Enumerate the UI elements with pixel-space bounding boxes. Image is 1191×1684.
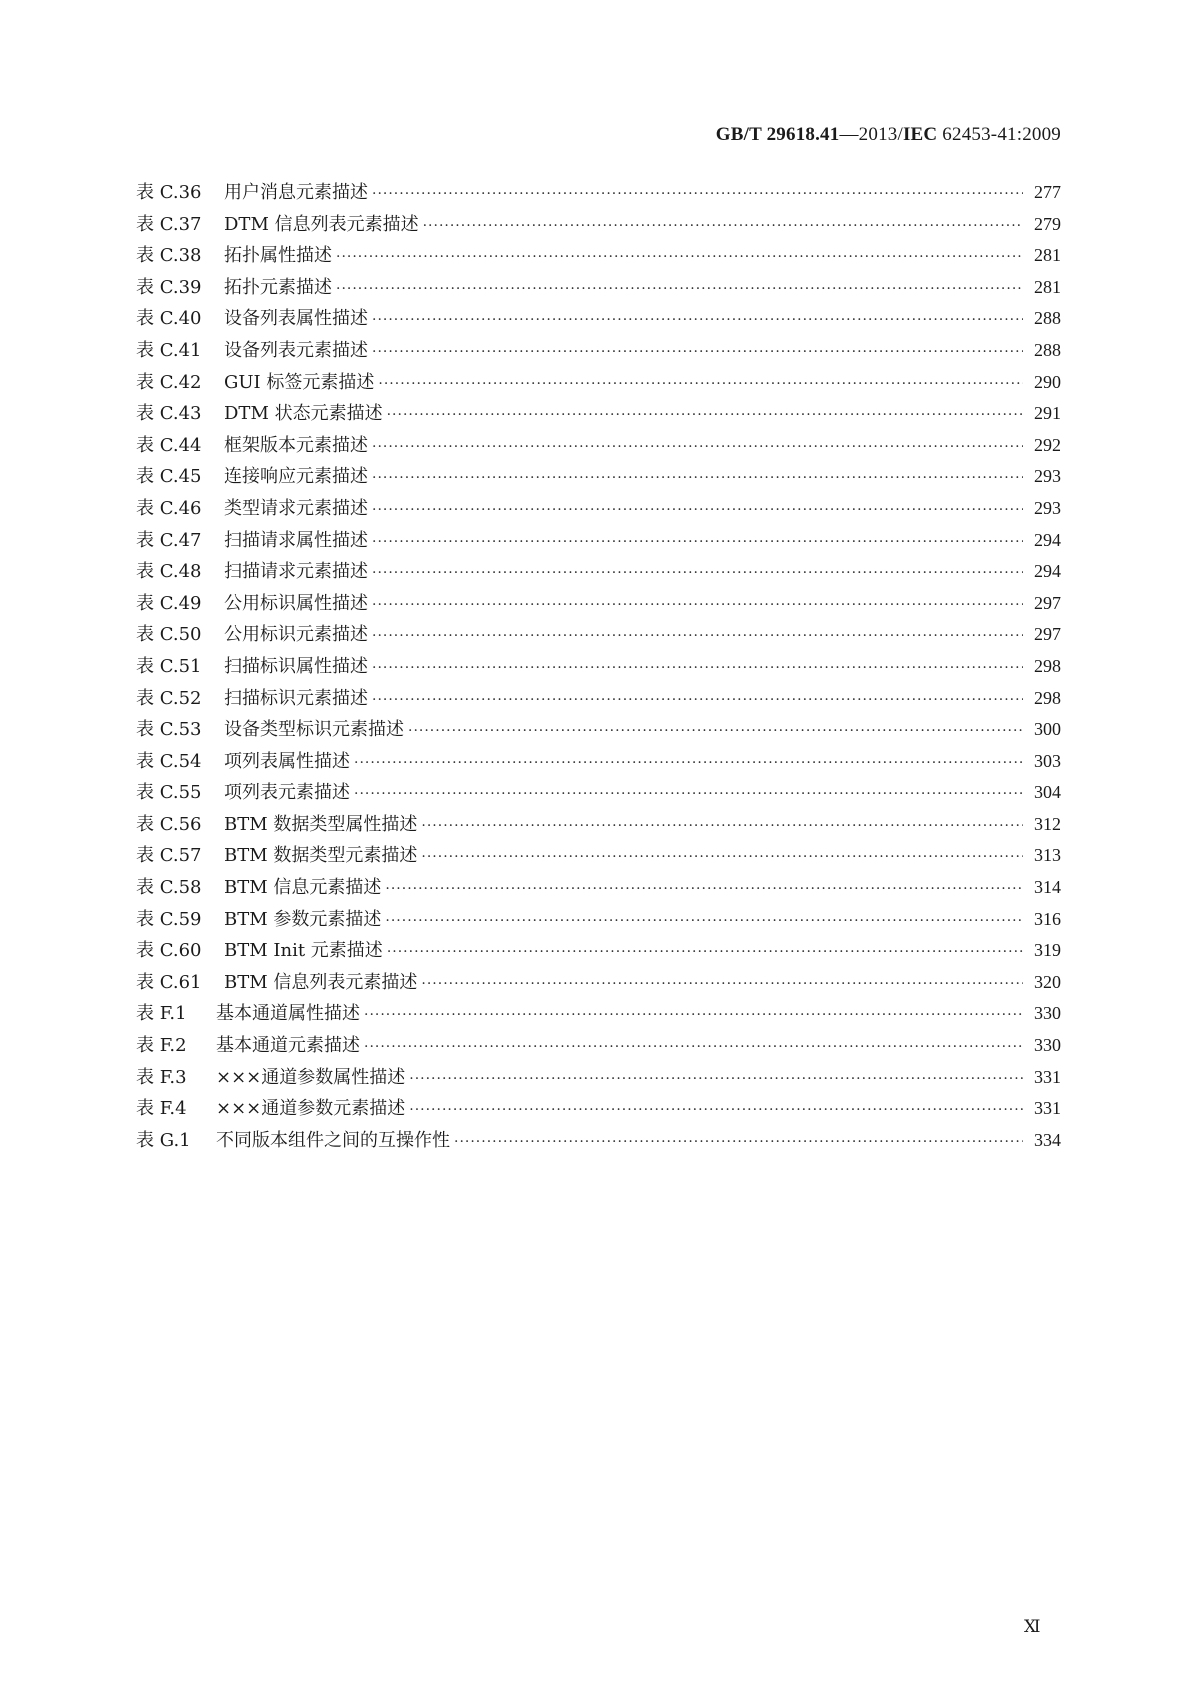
toc-entry-number: 表 C.39 xyxy=(136,276,202,298)
toc-leader-dots xyxy=(372,186,1023,202)
toc-entry-page: 281 xyxy=(1034,276,1061,297)
toc-entry-page: 279 xyxy=(1034,213,1061,234)
toc-entry[interactable] xyxy=(136,715,1061,747)
toc-entry-page: 294 xyxy=(1034,529,1061,550)
toc-entry-page: 314 xyxy=(1034,877,1061,898)
toc-entry[interactable] xyxy=(136,557,1061,589)
toc-entry-page: 277 xyxy=(1034,182,1061,202)
toc-entry-number: 表 C.38 xyxy=(136,245,202,267)
toc-leader-dots xyxy=(372,628,1023,644)
toc-entry[interactable] xyxy=(136,273,1061,305)
toc-leader-dots xyxy=(372,660,1023,676)
toc-entry-page: 331 xyxy=(1034,1066,1061,1087)
toc-entry-title: 用户消息元素描述 xyxy=(224,182,368,203)
toc-entry[interactable] xyxy=(136,1031,1061,1063)
toc-entry-page: 298 xyxy=(1034,655,1061,676)
standard-year: 2013/ xyxy=(858,124,903,145)
toc-entry-number: 表 C.59 xyxy=(136,908,202,930)
toc-entry-title: 扫描标识元素描述 xyxy=(224,687,368,709)
toc-entry[interactable] xyxy=(136,841,1061,873)
toc-leader-dots xyxy=(385,913,1023,929)
toc-entry-number: 表 C.43 xyxy=(136,403,202,425)
toc-entry-page: 291 xyxy=(1034,403,1061,424)
toc-entry-page: 290 xyxy=(1034,371,1061,392)
toc-entry-number: 表 C.55 xyxy=(136,782,202,804)
toc-leader-dots xyxy=(336,281,1023,297)
toc-entry[interactable] xyxy=(136,620,1061,652)
toc-entry-title: 项列表元素描述 xyxy=(224,782,350,804)
toc-entry[interactable] xyxy=(136,368,1061,400)
toc-entry[interactable] xyxy=(136,210,1061,242)
standard-number: GB/T 29618.41 xyxy=(715,124,840,145)
toc-entry[interactable] xyxy=(136,999,1061,1031)
toc-entry-number: 表 C.36 xyxy=(136,182,202,203)
toc-entry-number: 表 F.1 xyxy=(136,1003,187,1025)
toc-leader-dots xyxy=(372,470,1023,486)
toc-leader-dots xyxy=(409,1071,1023,1087)
toc-leader-dots xyxy=(423,218,1023,234)
toc-entry-number: 表 C.42 xyxy=(136,371,202,393)
toc-entry[interactable] xyxy=(136,810,1061,842)
toc-entry-number: 表 F.2 xyxy=(136,1035,187,1057)
toc-entry-title: 项列表属性描述 xyxy=(224,750,350,772)
toc-entry-number: 表 C.56 xyxy=(136,813,202,835)
toc-entry-page: 331 xyxy=(1034,1098,1061,1119)
toc-entry-page: 304 xyxy=(1034,782,1061,803)
toc-entry-title: DTM 状态元素描述 xyxy=(224,403,383,425)
toc-entry-page: 298 xyxy=(1034,687,1061,708)
toc-entry-page: 297 xyxy=(1034,592,1061,613)
toc-entry-title: ×××通道参数元素描述 xyxy=(216,1098,406,1120)
toc-entry-number: 表 C.44 xyxy=(136,434,202,456)
toc-entry[interactable] xyxy=(136,684,1061,716)
toc-entry-title: 公用标识元素描述 xyxy=(224,624,368,646)
toc-entry-title: BTM 数据类型属性描述 xyxy=(224,813,418,835)
toc-entry[interactable] xyxy=(136,1094,1061,1126)
toc-entry[interactable] xyxy=(136,241,1061,273)
toc-leader-dots xyxy=(385,881,1023,897)
toc-leader-dots xyxy=(387,944,1023,960)
toc-entry[interactable] xyxy=(136,589,1061,621)
toc-leader-dots xyxy=(408,723,1023,739)
toc-entry[interactable] xyxy=(136,652,1061,684)
toc-entry-title: DTM 信息列表元素描述 xyxy=(224,213,419,235)
toc-entry-title: BTM 信息元素描述 xyxy=(224,877,382,899)
document-header xyxy=(716,124,1061,146)
toc-entry-page: 297 xyxy=(1034,624,1061,645)
header-separator: — xyxy=(839,124,859,145)
toc-entry-title: 基本通道元素描述 xyxy=(216,1035,360,1057)
toc-entry-page: 288 xyxy=(1034,339,1061,360)
toc-leader-dots xyxy=(421,818,1023,834)
toc-entry-page: 334 xyxy=(1034,1129,1061,1150)
toc-entry-title: 设备列表元素描述 xyxy=(224,339,368,361)
toc-entry-number: 表 C.45 xyxy=(136,466,202,488)
toc-entry[interactable] xyxy=(136,747,1061,779)
toc-entry[interactable] xyxy=(136,905,1061,937)
toc-leader-dots xyxy=(387,407,1023,423)
toc-leader-dots xyxy=(372,312,1023,328)
toc-leader-dots xyxy=(378,376,1023,392)
toc-leader-dots xyxy=(354,755,1023,771)
toc-entry-number: 表 C.53 xyxy=(136,719,202,741)
toc-entry-title: 扫描请求元素描述 xyxy=(224,561,368,583)
toc-leader-dots xyxy=(354,786,1023,802)
toc-entry-page: 294 xyxy=(1034,561,1061,582)
toc-leader-dots xyxy=(421,849,1023,865)
toc-entry[interactable] xyxy=(136,1063,1061,1095)
toc-entry-title: BTM 参数元素描述 xyxy=(224,908,382,930)
toc-leader-dots xyxy=(372,534,1023,550)
toc-leader-dots xyxy=(336,249,1023,265)
table-of-contents xyxy=(136,178,1061,1157)
toc-entry[interactable] xyxy=(136,304,1061,336)
toc-entry[interactable] xyxy=(136,873,1061,905)
toc-entry[interactable] xyxy=(136,936,1061,968)
toc-entry-title: 设备类型标识元素描述 xyxy=(224,719,404,741)
toc-leader-dots xyxy=(372,502,1023,518)
toc-entry[interactable] xyxy=(136,431,1061,463)
toc-entry-page: 293 xyxy=(1034,497,1061,518)
toc-entry-page: 319 xyxy=(1034,940,1061,961)
toc-entry-number: 表 C.41 xyxy=(136,339,202,361)
toc-entry-title: 拓扑属性描述 xyxy=(224,245,332,267)
toc-entry-page: 330 xyxy=(1034,1003,1061,1024)
toc-entry[interactable] xyxy=(136,778,1061,810)
toc-entry-title: 不同版本组件之间的互操作性 xyxy=(216,1129,450,1151)
toc-entry[interactable] xyxy=(136,1126,1061,1158)
toc-entry-title: 连接响应元素描述 xyxy=(224,466,368,488)
toc-entry-number: 表 C.58 xyxy=(136,877,202,899)
toc-entry-title: ×××通道参数属性描述 xyxy=(216,1066,406,1088)
toc-entry[interactable] xyxy=(136,968,1061,1000)
toc-entry-number: 表 F.3 xyxy=(136,1066,187,1088)
toc-entry-page: 293 xyxy=(1034,466,1061,487)
toc-entry[interactable] xyxy=(136,336,1061,368)
toc-entry-title: 框架版本元素描述 xyxy=(224,434,368,456)
page-number: Ⅺ xyxy=(1024,1617,1041,1636)
toc-entry-page: 300 xyxy=(1034,719,1061,740)
toc-leader-dots xyxy=(372,692,1023,708)
toc-entry-number: 表 C.54 xyxy=(136,750,202,772)
iec-label: IEC xyxy=(902,124,938,145)
iec-number: 62453-41:2009 xyxy=(937,124,1061,145)
toc-entry-title: BTM Init 元素描述 xyxy=(224,940,383,962)
toc-entry-number: 表 C.49 xyxy=(136,592,202,614)
toc-entry-title: GUI 标签元素描述 xyxy=(224,371,375,393)
toc-leader-dots xyxy=(364,1007,1023,1023)
toc-entry[interactable] xyxy=(136,462,1061,494)
toc-entry-number: 表 C.61 xyxy=(136,971,202,993)
toc-entry-number: 表 F.4 xyxy=(136,1098,187,1120)
toc-entry-page: 312 xyxy=(1034,813,1061,834)
toc-entry-number: 表 C.37 xyxy=(136,213,202,235)
toc-entry-number: 表 C.60 xyxy=(136,940,202,962)
toc-leader-dots xyxy=(421,976,1023,992)
toc-entry-page: 281 xyxy=(1034,245,1061,266)
toc-leader-dots xyxy=(372,439,1023,455)
toc-entry-page: 288 xyxy=(1034,308,1061,329)
toc-entry-page: 316 xyxy=(1034,908,1061,929)
toc-entry-page: 330 xyxy=(1034,1035,1061,1056)
toc-leader-dots xyxy=(409,1102,1023,1118)
toc-entry-title: 公用标识属性描述 xyxy=(224,592,368,614)
toc-leader-dots xyxy=(372,597,1023,613)
toc-entry[interactable] xyxy=(136,494,1061,526)
toc-entry-title: BTM 信息列表元素描述 xyxy=(224,971,418,993)
toc-leader-dots xyxy=(372,565,1023,581)
toc-entry-number: 表 C.40 xyxy=(136,308,202,330)
toc-entry-number: 表 C.52 xyxy=(136,687,202,709)
toc-entry-number: 表 C.57 xyxy=(136,845,202,867)
toc-entry-page: 320 xyxy=(1034,971,1061,992)
toc-leader-dots xyxy=(372,344,1023,360)
toc-entry-title: 拓扑元素描述 xyxy=(224,276,332,298)
toc-entry-page: 313 xyxy=(1034,845,1061,866)
toc-entry-page: 292 xyxy=(1034,434,1061,455)
toc-entry-number: 表 C.50 xyxy=(136,624,202,646)
toc-entry-title: 类型请求元素描述 xyxy=(224,497,368,519)
toc-entry[interactable] xyxy=(136,178,1061,210)
toc-entry-page: 303 xyxy=(1034,750,1061,771)
toc-entry[interactable] xyxy=(136,526,1061,558)
toc-entry[interactable] xyxy=(136,399,1061,431)
toc-entry-title: 扫描标识属性描述 xyxy=(224,655,368,677)
toc-leader-dots xyxy=(454,1134,1023,1150)
toc-leader-dots xyxy=(364,1039,1023,1055)
toc-entry-title: 扫描请求属性描述 xyxy=(224,529,368,551)
toc-entry-number: 表 C.47 xyxy=(136,529,202,551)
toc-entry-title: 基本通道属性描述 xyxy=(216,1003,360,1025)
toc-entry-number: 表 C.51 xyxy=(136,655,202,677)
toc-entry-title: BTM 数据类型元素描述 xyxy=(224,845,418,867)
toc-entry-number: 表 C.48 xyxy=(136,561,202,583)
toc-entry-number: 表 C.46 xyxy=(136,497,202,519)
toc-entry-number: 表 G.1 xyxy=(136,1129,191,1151)
toc-entry-title: 设备列表属性描述 xyxy=(224,308,368,330)
